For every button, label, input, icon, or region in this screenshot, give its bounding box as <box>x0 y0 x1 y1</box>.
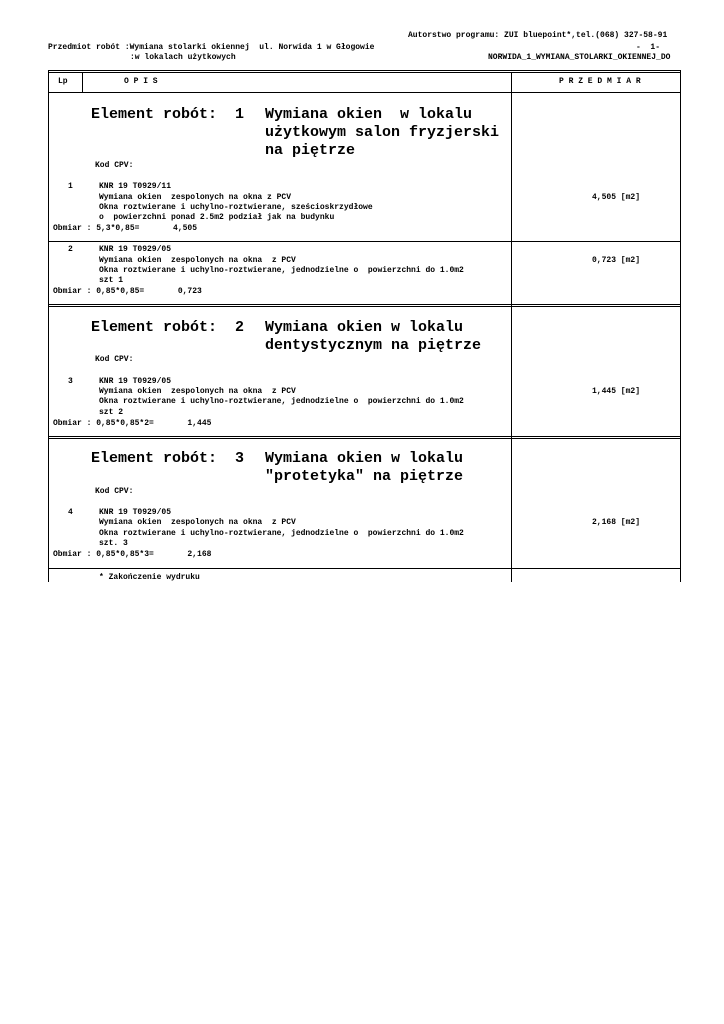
obmiar-line: Obmiar : 5,3*0,85= 4,505 <box>53 224 198 233</box>
position-code: KNR 19 T0929/05 <box>99 245 172 254</box>
page-number: - 1- <box>635 43 660 52</box>
position-quantity: 4,505 [m2] <box>591 193 640 202</box>
author-line: Autorstwo programu: ZUI bluepoint*,tel.(068) 327-58-91 <box>408 31 668 40</box>
position-quantity: 2,168 [m2] <box>591 518 640 527</box>
element-title: Wymiana okien w lokalu dentystycznym na piętrze <box>265 319 482 354</box>
position-desc: szt. 3 <box>99 539 128 548</box>
przedmiar-column-divider <box>511 72 512 582</box>
header-lp: Lp <box>58 77 68 86</box>
subject-line-1: Przedmiot robót :Wymiana stolarki okiennej ul. Norwida 1 w Głogowie <box>48 43 375 52</box>
position-desc: Wymiana okien zespolonych na okna z PCV <box>99 518 296 527</box>
element-label: Element robót: 3 <box>91 450 245 467</box>
position-desc: szt 1 <box>99 276 124 285</box>
obmiar-line: Obmiar : 0,85*0,85= 0,723 <box>53 287 202 296</box>
table-top-rule-2 <box>48 72 681 73</box>
position-code: KNR 19 T0929/05 <box>99 377 172 386</box>
position-desc: Okna roztwierane i uchylno-roztwierane, sześcioskrzydłowe <box>99 203 373 212</box>
header-przedmiar: P R Z E D M I A R <box>559 77 641 86</box>
cpv-code-label: Kod CPV: <box>95 487 134 496</box>
element-label: Element robót: 2 <box>91 319 245 336</box>
position-desc: Wymiana okien zespolonych na okna z PCV <box>99 193 292 202</box>
row-divider <box>48 436 681 437</box>
row-divider-double <box>48 306 681 307</box>
element-title: Wymiana okien w lokalu "protetyka" na piętrze <box>265 450 464 485</box>
position-desc: Okna roztwierane i uchylno-roztwierane, jednodzielne o powierzchni do 1.0m2 <box>99 529 464 538</box>
element-title: Wymiana okien w lokalu użytkowym salon fryzjerski na piętrze <box>265 106 500 159</box>
position-number: 3 <box>68 377 73 386</box>
lp-column-divider <box>82 72 83 92</box>
position-number: 1 <box>68 182 73 191</box>
position-number: 4 <box>68 508 73 517</box>
position-desc: o powierzchni ponad 2.5m2 podział jak na budynku <box>99 213 335 222</box>
obmiar-line: Obmiar : 0,85*0,85*2= 1,445 <box>53 419 212 428</box>
position-desc: Wymiana okien zespolonych na okna z PCV <box>99 387 296 396</box>
position-number: 2 <box>68 245 73 254</box>
cpv-code-label: Kod CPV: <box>95 161 134 170</box>
right-border <box>680 70 681 582</box>
position-code: KNR 19 T0929/05 <box>99 508 172 517</box>
row-divider <box>48 304 681 305</box>
left-border <box>48 70 49 582</box>
element-label: Element robót: 1 <box>91 106 245 123</box>
file-name: NORWIDA_1_WYMIANA_STOLARKI_OKIENNEJ_DO <box>488 53 671 62</box>
header-opis: O P I S <box>124 77 158 86</box>
header-bottom-rule <box>48 92 681 93</box>
table-top-rule <box>48 70 681 71</box>
cpv-code-label: Kod CPV: <box>95 355 134 364</box>
row-divider <box>48 568 681 569</box>
position-desc: Wymiana okien zespolonych na okna z PCV <box>99 256 296 265</box>
obmiar-line: Obmiar : 0,85*0,85*3= 2,168 <box>53 550 212 559</box>
row-divider <box>48 241 681 242</box>
position-code: KNR 19 T0929/11 <box>99 182 172 191</box>
position-quantity: 1,445 [m2] <box>591 387 640 396</box>
subject-line-2: :w lokalach użytkowych <box>130 53 236 62</box>
end-of-printout: * Zakończenie wydruku <box>99 573 200 582</box>
position-desc: szt 2 <box>99 408 124 417</box>
row-divider-double <box>48 438 681 439</box>
position-desc: Okna roztwierane i uchylno-roztwierane, jednodzielne o powierzchni do 1.0m2 <box>99 397 464 406</box>
position-quantity: 0,723 [m2] <box>591 256 640 265</box>
position-desc: Okna roztwierane i uchylno-roztwierane, jednodzielne o powierzchni do 1.0m2 <box>99 266 464 275</box>
